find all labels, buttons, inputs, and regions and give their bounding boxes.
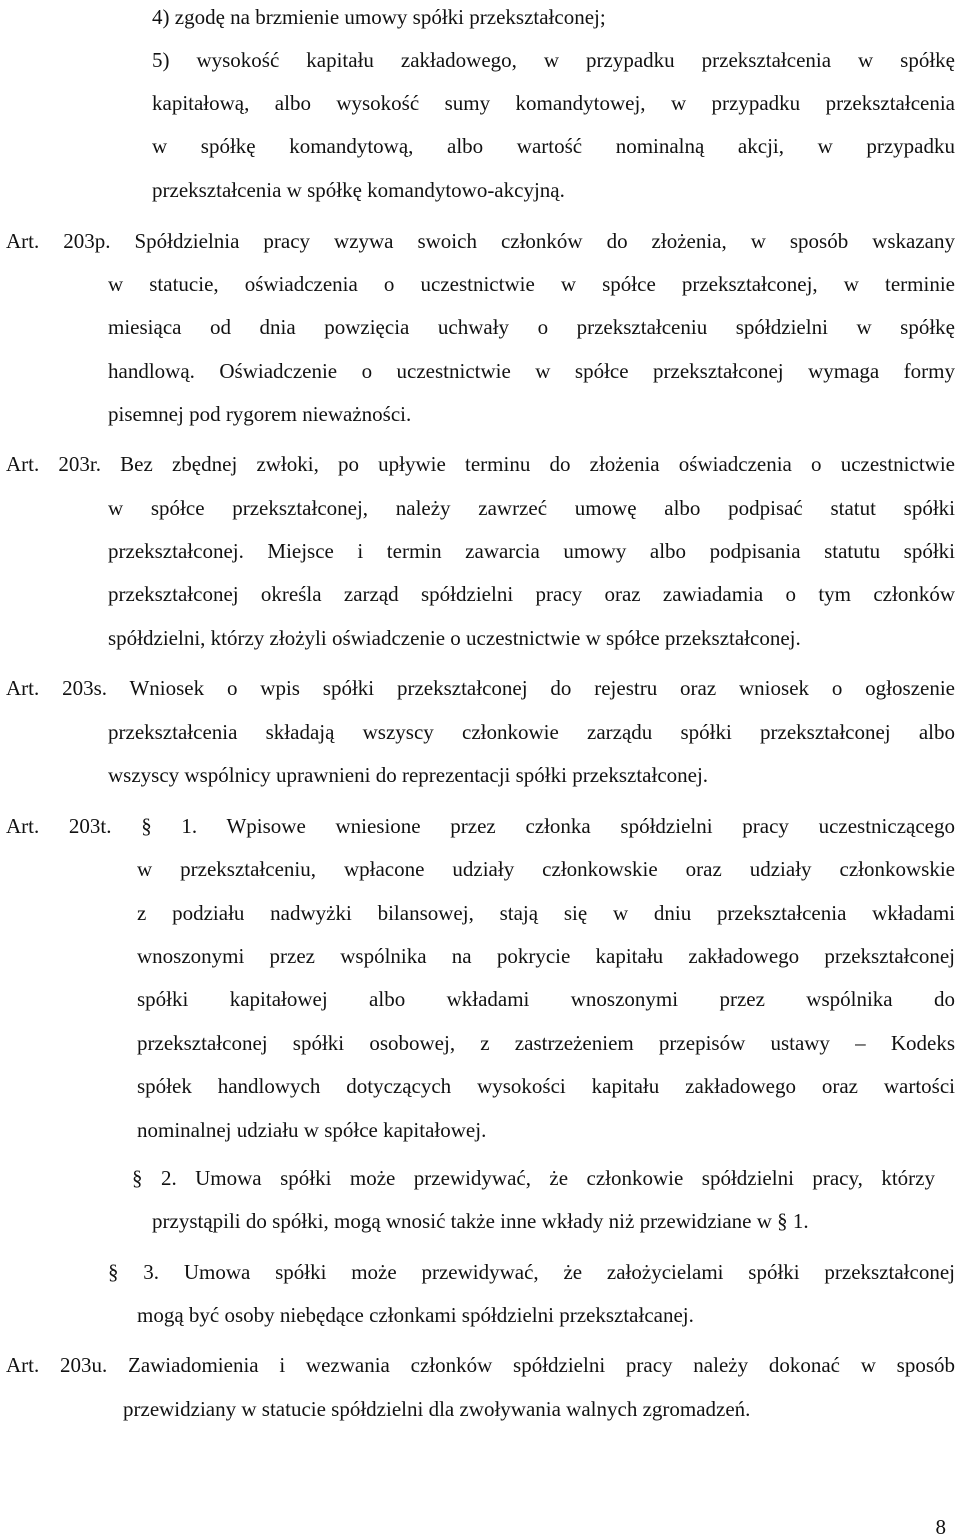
art-203p-line-3: miesiąca od dnia powzięcia uchwały o przekształceniu spółdzielni w spółkę (108, 315, 955, 339)
item-5-line-4: przekształcenia w spółkę komandytowo-akcyjną. (152, 178, 565, 202)
item-5-line-3: w spółkę komandytową, albo wartość nominalną akcji, w przypadku (152, 134, 955, 158)
art-203s-line-1: Art. 203s. Wniosek o wpis spółki przekształconej do rejestru oraz wniosek o ogłoszenie (6, 676, 955, 700)
art-203r-line-2: w spółce przekształconej, należy zawrzeć umowę albo podpisać statut spółki (108, 496, 955, 520)
art-203u-line-1: Art. 203u. Zawiadomienia i wezwania członków spółdzielni pracy należy dokonać w sposób (6, 1353, 955, 1377)
art-203t-par1-line-3: z podziału nadwyżki bilansowej, stają się w dniu przekształcenia wkładami (137, 901, 955, 925)
art-203t-par1-line-8: nominalnej udziału w spółce kapitałowej. (137, 1118, 487, 1142)
art-203r-line-5: spółdzielni, którzy złożyli oświadczenie o uczestnictwie w spółce przekształconej. (108, 626, 801, 650)
art-203t-par1-line-2: w przekształceniu, wpłacone udziały członkowskie oraz udziały członkowskie (137, 857, 955, 881)
art-203t-par1-line-5: spółki kapitałowej albo wkładami wnoszonymi przez wspólnika do (137, 987, 955, 1011)
art-203r-line-1: Art. 203r. Bez zbędnej zwłoki, po upływie terminu do złożenia oświadczenia o uczestnictwie (6, 452, 955, 476)
art-203s-line-2: przekształcenia składają wszyscy członkowie zarządu spółki przekształconej albo (108, 720, 955, 744)
art-203r-line-4: przekształconej określa zarząd spółdzielni pracy oraz zawiadamia o tym członków (108, 582, 955, 606)
art-203t-par1-line-4: wnoszonymi przez wspólnika na pokrycie kapitału zakładowego przekształconej (137, 944, 955, 968)
art-203u-line-2: przewidziany w statucie spółdzielni dla zwoływania walnych zgromadzeń. (123, 1397, 751, 1421)
art-203t-par1-line-6: przekształconej spółki osobowej, z zastrzeżeniem przepisów ustawy – Kodeks (137, 1031, 955, 1055)
art-203p-line-4: handlową. Oświadczenie o uczestnictwie w spółce przekształconej wymaga formy (108, 359, 955, 383)
item-4: 4) zgodę na brzmienie umowy spółki przekształconej; (152, 5, 606, 29)
art-203t-par2-line-2: przystąpili do spółki, mogą wnosić także inne wkłady niż przewidziane w § 1. (152, 1209, 809, 1233)
item-5-line-1: 5) wysokość kapitału zakładowego, w przypadku przekształcenia w spółkę (152, 48, 955, 72)
art-203p-line-1: Art. 203p. Spółdzielnia pracy wzywa swoich członków do złożenia, w sposób wskazany (6, 229, 955, 253)
art-203s-line-3: wszyscy wspólnicy uprawnieni do reprezentacji spółki przekształconej. (108, 763, 709, 787)
art-203t-par3-line-2: mogą być osoby niebędące członkami spółdzielni przekształcanej. (137, 1303, 694, 1327)
page-number: 8 (935, 1515, 946, 1539)
art-203t-par1-line-7: spółek handlowych dotyczących wysokości kapitału zakładowego oraz wartości (137, 1074, 955, 1098)
art-203t-par3-line-1: § 3. Umowa spółki może przewidywać, że założycielami spółki przekształconej (108, 1260, 955, 1284)
art-203p-line-2: w statucie, oświadczenia o uczestnictwie w spółce przekształconej, w terminie (108, 272, 955, 296)
art-203p-line-5: pisemnej pod rygorem nieważności. (108, 402, 412, 426)
item-5-line-2: kapitałową, albo wysokość sumy komandytowej, w przypadku przekształcenia (152, 91, 955, 115)
art-203r-line-3: przekształconej. Miejsce i termin zawarcia umowy albo podpisania statutu spółki (108, 539, 955, 563)
art-203t-par1-line-1: Art. 203t. § 1. Wpisowe wniesione przez członka spółdzielni pracy uczestniczącego (6, 814, 955, 838)
art-203t-par2-line-1: § 2. Umowa spółki może przewidywać, że członkowie spółdzielni pracy, którzy (132, 1166, 935, 1190)
